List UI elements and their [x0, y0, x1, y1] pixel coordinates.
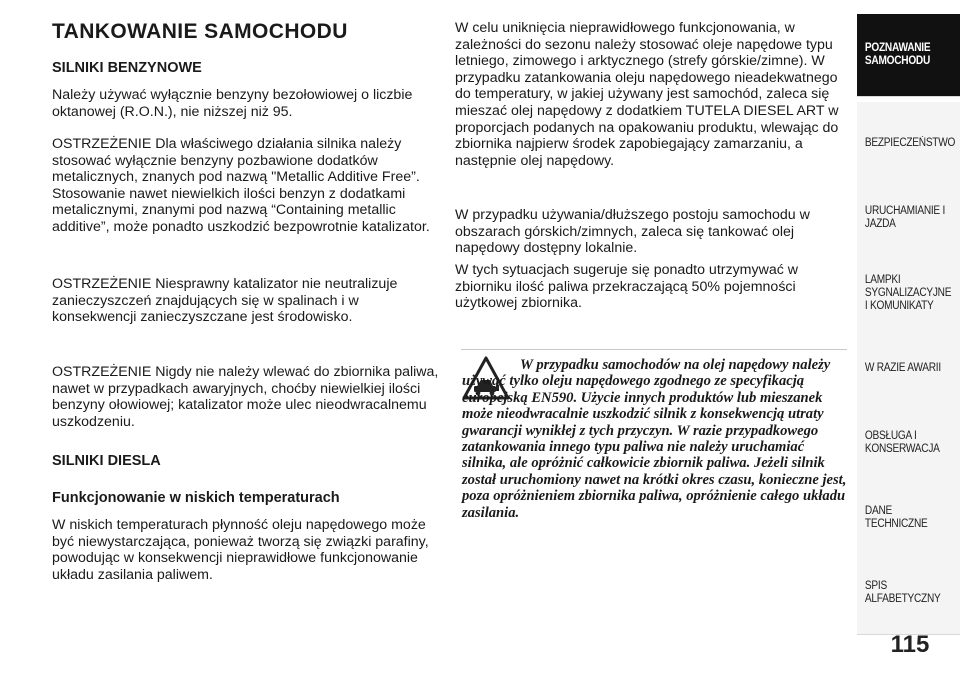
tab-lampki-sygnalizacyjne[interactable]: LAMPKI SYGNALIZACYJNE I KOMUNIKATY [864, 273, 952, 312]
paragraph-mountain-areas: W przypadku używania/dłuższego postoju samochodu w obszarach górskich/zimnych, zaleca się tankować olej napędowy dostępny lokalnie. [455, 207, 810, 257]
paragraph-seasonal-diesel: W celu uniknięcia nieprawidłowego funkcjonowania, w zależności do sezonu należy stosować oleje napędowe typu letniego, zimowego i arktycznego (strefy górskie/zimne). W przypadku zatankowania oleju napędowego nieadekwatnego do temperatury, w jakiej używany jest samochód, zaleca się mieszać olej napędowy z dodatkiem TUTELA DIESEL ART w proporcjach podanych na opakowaniu produktu, wlewając do zbiornika najpierw środek zapobiegający zamarzaniu, a następnie olej napędowy. [455, 20, 839, 169]
paragraph-warning-leaded-fuel: OSTRZEŻENIE Nigdy nie należy wlewać do zbiornika paliwa, nawet w przypadkach awaryjnych, choćby niewielkiej ilości benzyny ołowiowej; katalizator może ulec nieodwracalnemu uszkodzeniu. [52, 364, 439, 430]
tab-bezpieczenstwo[interactable]: BEZPIECZEŃSTWO [864, 136, 956, 149]
tab-uruchamianie-i-jazda[interactable]: URUCHAMIANIE I JAZDA [864, 205, 946, 230]
tab-spis-alfabetyczny[interactable]: SPIS ALFABETYCZNY [864, 580, 941, 605]
page-title: TANKOWANIE SAMOCHODU [52, 20, 348, 43]
paragraph-fuel-level: W tych sytuacjach sugeruje się ponadto utrzymywać w zbiorniku ilość paliwa przekraczającą 50% pojemności użytkowej zbiornika. [455, 262, 799, 312]
tab-dane-techniczne[interactable]: DANE TECHNICZNE [864, 505, 928, 530]
page-number: 115 [890, 631, 930, 658]
heading-low-temperature: Funkcjonowanie w niskich temperaturach [52, 490, 340, 506]
paragraph-low-temperature: W niskich temperaturach płynność oleju napędowego może być niewystarczająca, ponieważ tworzą się związki parafiny, powodując w konsekwencji nieprawidłowe funkcjonowanie układu zasilania paliwem. [52, 517, 429, 583]
tab-w-razie-awarii[interactable]: W RAZIE AWARII [864, 361, 941, 374]
tab-obsluga-i-konserwacja[interactable]: OBSŁUGA I KONSERWACJA [864, 430, 940, 455]
heading-diesel-engines: SILNIKI DIESLA [52, 453, 161, 469]
paragraph-petrol-octane: Należy używać wyłącznie benzyny bezołowiowej o liczbie oktanowej (R.O.N.), nie niższej niż 95. [52, 87, 413, 120]
warning-text: W przypadku samochodów na olej napędowy należy używać tylko oleju napędowego zgodnego ze specyfikacją europejską EN590. Użycie innych produktów lub mieszanek może nieodwracalnie uszkodzić silnik z konsekwencją utraty gwarancji wynikłej z tych przyczyn. W razie przypadkowego zatankowania innego typu paliwa nie należy uruchamiać silnika, ale opróżnić całkowicie zbiornik paliwa. Jeżeli silnik został uruchomiony nawet na krótki okres czasu, konieczne jest, poza opróżnieniem zbiornika paliwa, opróżnienie całego układu zasilania. [462, 357, 847, 521]
heading-petrol-engines: SILNIKI BENZYNOWE [52, 60, 202, 76]
paragraph-warning-metallic-additive: OSTRZEŻENIE Dla właściwego działania silnika należy stosować wyłącznie benzyny pozbawione dodatków metalicznych, znanych pod nazwą "Metallic Additive Free”. Stosowanie nawet niewielkich ilości benzyn z dodatkami metalicznymi, znanymi pod nazwą “Containing metallic additive”, może ponadto uszkodzić bezpowrotnie katalizator. [52, 136, 430, 235]
paragraph-warning-catalyst: OSTRZEŻENIE Niesprawny katalizator nie neutralizuje zanieczyszczeń znajdujących się w spalinach i w konsekwencji zanieczyszczane jest środowisko. [52, 276, 398, 326]
tab-poznawanie-samochodu[interactable]: POZNAWANIE SAMOCHODU [864, 42, 931, 67]
warning-divider [461, 349, 847, 350]
